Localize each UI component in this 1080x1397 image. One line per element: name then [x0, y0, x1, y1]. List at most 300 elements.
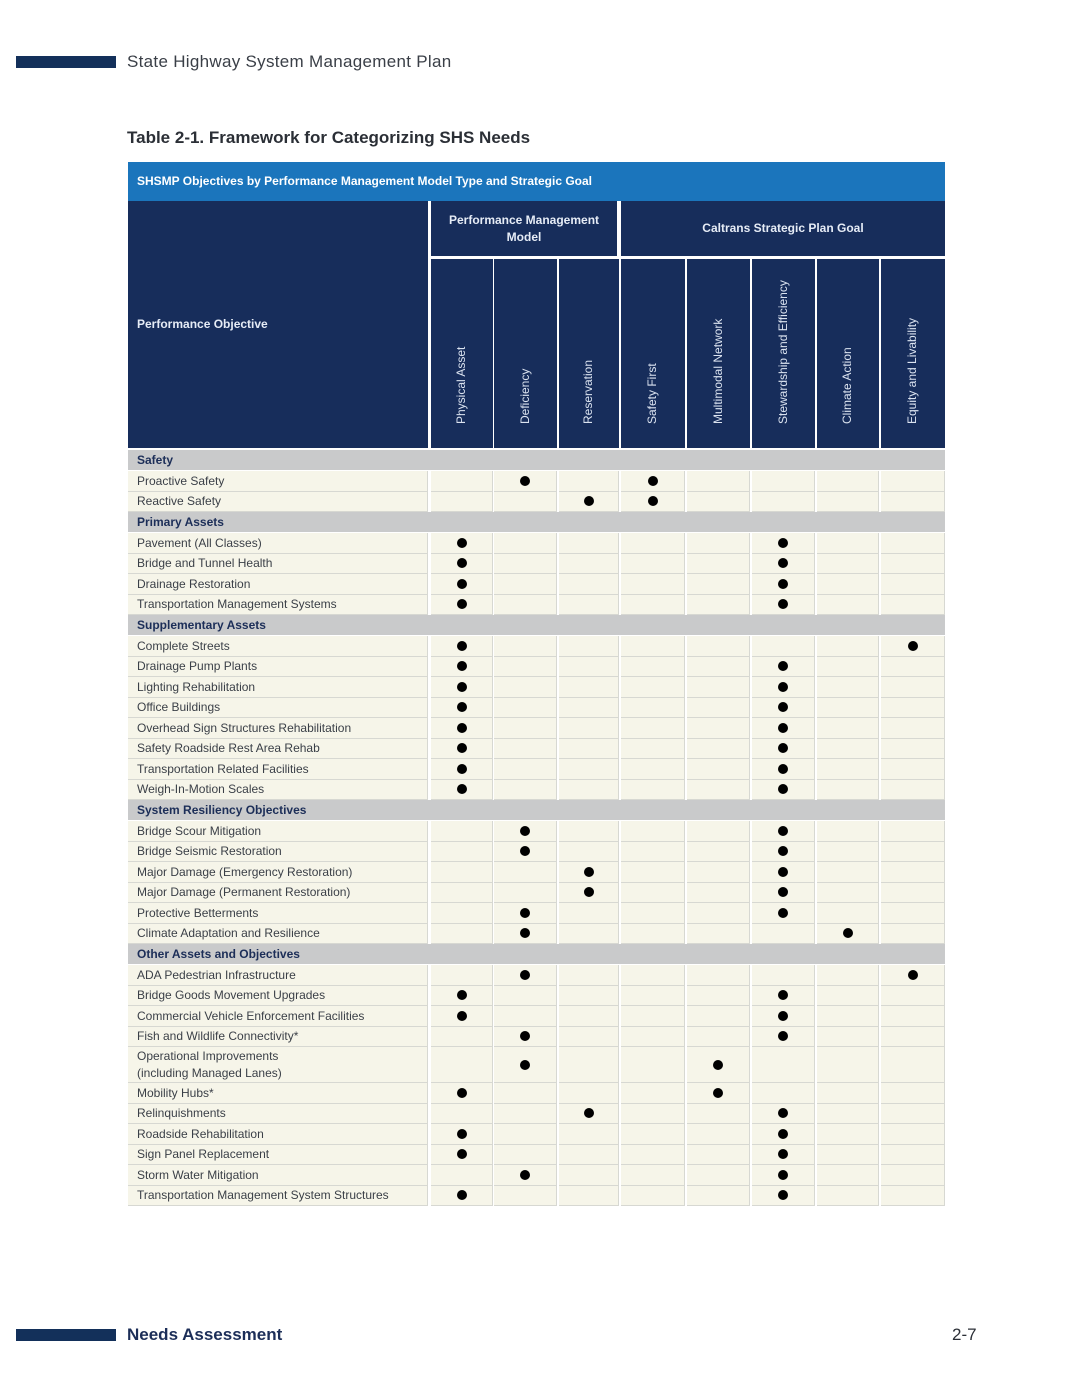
table-row: [128, 1047, 945, 1083]
objective-label: Overhead Sign Structures Rehabilitation: [137, 720, 352, 735]
mark-cell: [817, 533, 879, 554]
mark-cell: [621, 759, 685, 780]
mark-cell: [494, 1104, 557, 1125]
mark-cell: [752, 636, 815, 657]
mark-cell: [817, 492, 879, 513]
mark-cell: [817, 1186, 879, 1207]
objective-label: Transportation Related Facilities: [137, 761, 309, 776]
performance-objective-header: [128, 201, 428, 448]
mark-cell: [431, 1186, 493, 1207]
mark-cell: [621, 471, 685, 492]
filled-circle-mark: [648, 496, 658, 506]
document-title: State Highway System Management Plan: [127, 52, 452, 71]
mark-cell: [431, 471, 493, 492]
mark-cell: [752, 821, 815, 842]
mark-cell: [752, 862, 815, 883]
mark-cell: [431, 780, 493, 801]
mark-cell: [494, 1027, 557, 1048]
table-row: [128, 1104, 945, 1125]
mark-cell: [881, 554, 945, 575]
table-row: [128, 1145, 945, 1166]
mark-cell: [431, 595, 493, 616]
mark-cell: [559, 698, 619, 719]
section-row: [128, 800, 945, 821]
filled-circle-mark: [778, 723, 788, 733]
mark-cell: [431, 965, 493, 986]
mark-cell: [431, 903, 493, 924]
mark-cell: [494, 554, 557, 575]
mark-cell: [687, 1186, 750, 1207]
filled-circle-mark: [778, 764, 788, 774]
mark-cell: [431, 1083, 493, 1104]
mark-cell: [817, 1104, 879, 1125]
mark-cell: [687, 533, 750, 554]
csp-group-header: [621, 201, 945, 256]
mark-cell: [687, 471, 750, 492]
mark-cell: [559, 903, 619, 924]
mark-cell: [559, 759, 619, 780]
mark-cell: [817, 595, 879, 616]
page-number: 2-7: [952, 1325, 977, 1344]
mark-cell: [817, 574, 879, 595]
mark-cell: [621, 821, 685, 842]
mark-cell: [559, 657, 619, 678]
mark-cell: [881, 533, 945, 554]
mark-cell: [881, 471, 945, 492]
mark-cell: [881, 698, 945, 719]
filled-circle-mark: [520, 826, 530, 836]
table-row: [128, 903, 945, 924]
mark-cell: [687, 1006, 750, 1027]
objective-label: ADA Pedestrian Infrastructure: [137, 967, 296, 982]
mark-cell: [559, 1186, 619, 1207]
mark-cell: [752, 842, 815, 863]
pmm-group-label: Performance Management Model: [448, 212, 600, 244]
mark-cell: [752, 595, 815, 616]
mark-cell: [687, 780, 750, 801]
mark-cell: [559, 924, 619, 945]
filled-circle-mark: [778, 1129, 788, 1139]
table-row: [128, 677, 945, 698]
mark-cell: [494, 986, 557, 1007]
mark-cell: [687, 636, 750, 657]
filled-circle-mark: [457, 1129, 467, 1139]
mark-cell: [752, 492, 815, 513]
objective-label: Office Buildings: [137, 700, 221, 715]
filled-circle-mark: [778, 538, 788, 548]
table-row: [128, 533, 945, 554]
mark-cell: [752, 924, 815, 945]
objective-label: Transportation Management System Structures: [137, 1188, 389, 1203]
mark-cell: [494, 903, 557, 924]
filled-circle-mark: [778, 661, 788, 671]
mark-cell: [559, 883, 619, 904]
mark-cell: [621, 718, 685, 739]
filled-circle-mark: [457, 579, 467, 589]
mark-cell: [431, 698, 493, 719]
filled-circle-mark: [778, 990, 788, 1000]
mark-cell: [431, 739, 493, 760]
filled-circle-mark: [457, 743, 467, 753]
mark-cell: [752, 965, 815, 986]
mark-cell: [559, 533, 619, 554]
mark-cell: [687, 1027, 750, 1048]
column-header-5: [752, 259, 815, 448]
mark-cell: [621, 1186, 685, 1207]
column-header-2: [559, 259, 619, 448]
filled-circle-mark: [457, 641, 467, 651]
mark-cell: [881, 883, 945, 904]
mark-cell: [559, 1006, 619, 1027]
mark-cell: [817, 821, 879, 842]
mark-cell: [752, 903, 815, 924]
objective-label: Proactive Safety: [137, 473, 225, 488]
mark-cell: [881, 636, 945, 657]
mark-cell: [494, 842, 557, 863]
mark-cell: [431, 1027, 493, 1048]
mark-cell: [494, 574, 557, 595]
table-row: [128, 636, 945, 657]
mark-cell: [687, 924, 750, 945]
table-row: [128, 739, 945, 760]
filled-circle-mark: [778, 1011, 788, 1021]
csp-group-label: Caltrans Strategic Plan Goal: [702, 221, 864, 235]
mark-cell: [881, 677, 945, 698]
objective-label: Storm Water Mitigation: [137, 1167, 259, 1182]
column-header-label: Physical Asset: [454, 346, 468, 424]
objective-label: Major Damage (Permanent Restoration): [137, 885, 351, 900]
filled-circle-mark: [520, 928, 530, 938]
mark-cell: [559, 862, 619, 883]
mark-cell: [559, 1124, 619, 1145]
mark-cell: [559, 986, 619, 1007]
mark-cell: [621, 903, 685, 924]
mark-cell: [559, 965, 619, 986]
mark-cell: [881, 965, 945, 986]
mark-cell: [881, 821, 945, 842]
mark-cell: [817, 759, 879, 780]
filled-circle-mark: [648, 476, 658, 486]
table-row: [128, 1006, 945, 1027]
mark-cell: [559, 492, 619, 513]
mark-cell: [494, 1047, 557, 1083]
filled-circle-mark: [520, 476, 530, 486]
objective-label: Relinquishments: [137, 1106, 226, 1121]
filled-circle-mark: [778, 1031, 788, 1041]
mark-cell: [621, 595, 685, 616]
mark-cell: [431, 554, 493, 575]
filled-circle-mark: [778, 1170, 788, 1180]
table-row: [128, 924, 945, 945]
mark-cell: [687, 903, 750, 924]
mark-cell: [687, 759, 750, 780]
column-header-6: [817, 259, 879, 448]
mark-cell: [817, 1165, 879, 1186]
mark-cell: [687, 492, 750, 513]
mark-cell: [687, 965, 750, 986]
mark-cell: [817, 924, 879, 945]
mark-cell: [494, 1145, 557, 1166]
mark-cell: [687, 821, 750, 842]
table-row: [128, 986, 945, 1007]
objective-label: Climate Adaptation and Resilience: [137, 926, 320, 941]
filled-circle-mark: [520, 908, 530, 918]
mark-cell: [621, 492, 685, 513]
mark-cell: [431, 821, 493, 842]
mark-cell: [817, 1027, 879, 1048]
objective-label: Roadside Rehabilitation: [137, 1126, 264, 1141]
mark-cell: [752, 554, 815, 575]
mark-cell: [494, 471, 557, 492]
filled-circle-mark: [584, 1108, 594, 1118]
column-header-0: [431, 259, 493, 448]
framework-table: [128, 162, 945, 1206]
column-header-3: [621, 259, 685, 448]
objective-label: Bridge and Tunnel Health: [137, 556, 273, 571]
mark-cell: [494, 677, 557, 698]
mark-cell: [817, 1047, 879, 1083]
mark-cell: [559, 574, 619, 595]
mark-cell: [881, 862, 945, 883]
mark-cell: [687, 842, 750, 863]
mark-cell: [559, 1047, 619, 1083]
mark-cell: [881, 986, 945, 1007]
filled-circle-mark: [457, 538, 467, 548]
mark-cell: [817, 471, 879, 492]
mark-cell: [752, 533, 815, 554]
filled-circle-mark: [457, 682, 467, 692]
table-caption: Table 2-1. Framework for Categorizing SHS Needs: [127, 128, 531, 147]
column-header-label: Multimodal Network: [710, 318, 725, 424]
column-header-7: [881, 259, 945, 448]
mark-cell: [752, 883, 815, 904]
mark-cell: [881, 903, 945, 924]
objective-label: Pavement (All Classes): [137, 535, 262, 550]
mark-cell: [494, 883, 557, 904]
mark-cell: [881, 1006, 945, 1027]
mark-cell: [431, 533, 493, 554]
mark-cell: [687, 554, 750, 575]
mark-cell: [881, 657, 945, 678]
mark-cell: [687, 986, 750, 1007]
mark-cell: [621, 1027, 685, 1048]
mark-cell: [881, 1124, 945, 1145]
mark-cell: [817, 842, 879, 863]
filled-circle-mark: [778, 867, 788, 877]
mark-cell: [817, 718, 879, 739]
filled-circle-mark: [520, 970, 530, 980]
mark-cell: [881, 1104, 945, 1125]
mark-cell: [494, 595, 557, 616]
mark-cell: [431, 862, 493, 883]
table-row: [128, 574, 945, 595]
mark-cell: [494, 924, 557, 945]
mark-cell: [621, 657, 685, 678]
mark-cell: [752, 1104, 815, 1125]
section-label: Other Assets and Objectives: [137, 947, 300, 961]
mark-cell: [817, 677, 879, 698]
column-header-label: Stewardship and Efficiency: [775, 280, 790, 424]
filled-circle-mark: [457, 990, 467, 1000]
pmm-group-header: [431, 201, 617, 256]
table-row: [128, 842, 945, 863]
mark-cell: [431, 1145, 493, 1166]
objective-label: Operational Improvements (including Managed Lanes): [137, 1049, 282, 1080]
table-row: [128, 657, 945, 678]
objective-label: Commercial Vehicle Enforcement Facilities: [137, 1008, 365, 1023]
header-accent-bar: [16, 56, 116, 68]
table-row: [128, 759, 945, 780]
mark-cell: [494, 759, 557, 780]
table-row: [128, 780, 945, 801]
mark-cell: [431, 1165, 493, 1186]
mark-cell: [752, 574, 815, 595]
mark-cell: [494, 1165, 557, 1186]
mark-cell: [752, 657, 815, 678]
mark-cell: [431, 842, 493, 863]
filled-circle-mark: [778, 1149, 788, 1159]
mark-cell: [494, 698, 557, 719]
table-row: [128, 1165, 945, 1186]
section-row: [128, 944, 945, 965]
mark-cell: [881, 595, 945, 616]
section-label: Primary Assets: [137, 515, 224, 529]
filled-circle-mark: [778, 579, 788, 589]
mark-cell: [431, 1124, 493, 1145]
mark-cell: [817, 739, 879, 760]
footer-accent-bar: [16, 1329, 116, 1341]
section-row: [128, 615, 945, 636]
filled-circle-mark: [778, 784, 788, 794]
mark-cell: [621, 636, 685, 657]
mark-cell: [881, 1145, 945, 1166]
mark-cell: [559, 677, 619, 698]
filled-circle-mark: [778, 599, 788, 609]
filled-circle-mark: [520, 1170, 530, 1180]
footer-section-title: Needs Assessment: [127, 1325, 283, 1344]
mark-cell: [687, 1083, 750, 1104]
filled-circle-mark: [713, 1060, 723, 1070]
mark-cell: [817, 986, 879, 1007]
filled-circle-mark: [778, 1190, 788, 1200]
mark-cell: [621, 1165, 685, 1186]
objective-label: Bridge Goods Movement Upgrades: [137, 988, 326, 1003]
mark-cell: [687, 1124, 750, 1145]
mark-cell: [621, 924, 685, 945]
mark-cell: [752, 1083, 815, 1104]
mark-cell: [494, 739, 557, 760]
filled-circle-mark: [457, 661, 467, 671]
mark-cell: [559, 1083, 619, 1104]
table-row: [128, 862, 945, 883]
section-label: System Resiliency Objectives: [137, 803, 307, 817]
filled-circle-mark: [778, 887, 788, 897]
mark-cell: [817, 1124, 879, 1145]
column-header-label: Climate Action: [840, 347, 854, 424]
mark-cell: [621, 986, 685, 1007]
mark-cell: [494, 1186, 557, 1207]
section-row: [128, 512, 945, 533]
mark-cell: [817, 1083, 879, 1104]
mark-cell: [431, 883, 493, 904]
mark-cell: [817, 636, 879, 657]
objective-label: Bridge Seismic Restoration: [137, 844, 282, 859]
mark-cell: [687, 1165, 750, 1186]
mark-cell: [687, 739, 750, 760]
filled-circle-mark: [778, 908, 788, 918]
mark-cell: [752, 986, 815, 1007]
mark-cell: [817, 780, 879, 801]
mark-cell: [431, 636, 493, 657]
mark-cell: [752, 1186, 815, 1207]
filled-circle-mark: [457, 1149, 467, 1159]
mark-cell: [881, 574, 945, 595]
objective-label: Reactive Safety: [137, 494, 222, 509]
filled-circle-mark: [584, 867, 594, 877]
mark-cell: [817, 1145, 879, 1166]
objective-label: Transportation Management Systems: [137, 597, 337, 612]
filled-circle-mark: [908, 970, 918, 980]
column-header-label: Safety First: [645, 363, 659, 424]
mark-cell: [431, 718, 493, 739]
column-header-label: Equity and Livability: [905, 317, 919, 424]
mark-cell: [752, 1027, 815, 1048]
objective-label: Fish and Wildlife Connectivity*: [137, 1029, 299, 1044]
mark-cell: [881, 924, 945, 945]
mark-cell: [494, 492, 557, 513]
filled-circle-mark: [520, 1060, 530, 1070]
mark-cell: [752, 1165, 815, 1186]
mark-cell: [817, 1006, 879, 1027]
mark-cell: [559, 1027, 619, 1048]
mark-cell: [494, 657, 557, 678]
mark-cell: [559, 718, 619, 739]
mark-cell: [817, 965, 879, 986]
table-row: [128, 965, 945, 986]
objective-label: Lighting Rehabilitation: [137, 679, 256, 694]
mark-cell: [752, 759, 815, 780]
mark-cell: [752, 677, 815, 698]
mark-cell: [687, 1047, 750, 1083]
mark-cell: [881, 1165, 945, 1186]
mark-cell: [559, 595, 619, 616]
column-header-label: Reservation: [581, 359, 595, 424]
mark-cell: [621, 574, 685, 595]
column-header-label: Deficiency: [517, 368, 532, 424]
mark-cell: [559, 1165, 619, 1186]
mark-cell: [881, 1047, 945, 1083]
mark-cell: [881, 739, 945, 760]
filled-circle-mark: [778, 1108, 788, 1118]
mark-cell: [559, 636, 619, 657]
table-row: [128, 554, 945, 575]
mark-cell: [817, 698, 879, 719]
mark-cell: [621, 1047, 685, 1083]
mark-cell: [881, 759, 945, 780]
mark-cell: [494, 718, 557, 739]
filled-circle-mark: [457, 558, 467, 568]
mark-cell: [881, 1083, 945, 1104]
mark-cell: [431, 1047, 493, 1083]
mark-cell: [621, 533, 685, 554]
mark-cell: [621, 554, 685, 575]
mark-cell: [687, 677, 750, 698]
mark-cell: [752, 1145, 815, 1166]
mark-cell: [494, 1006, 557, 1027]
mark-cell: [752, 739, 815, 760]
mark-cell: [431, 574, 493, 595]
filled-circle-mark: [713, 1088, 723, 1098]
